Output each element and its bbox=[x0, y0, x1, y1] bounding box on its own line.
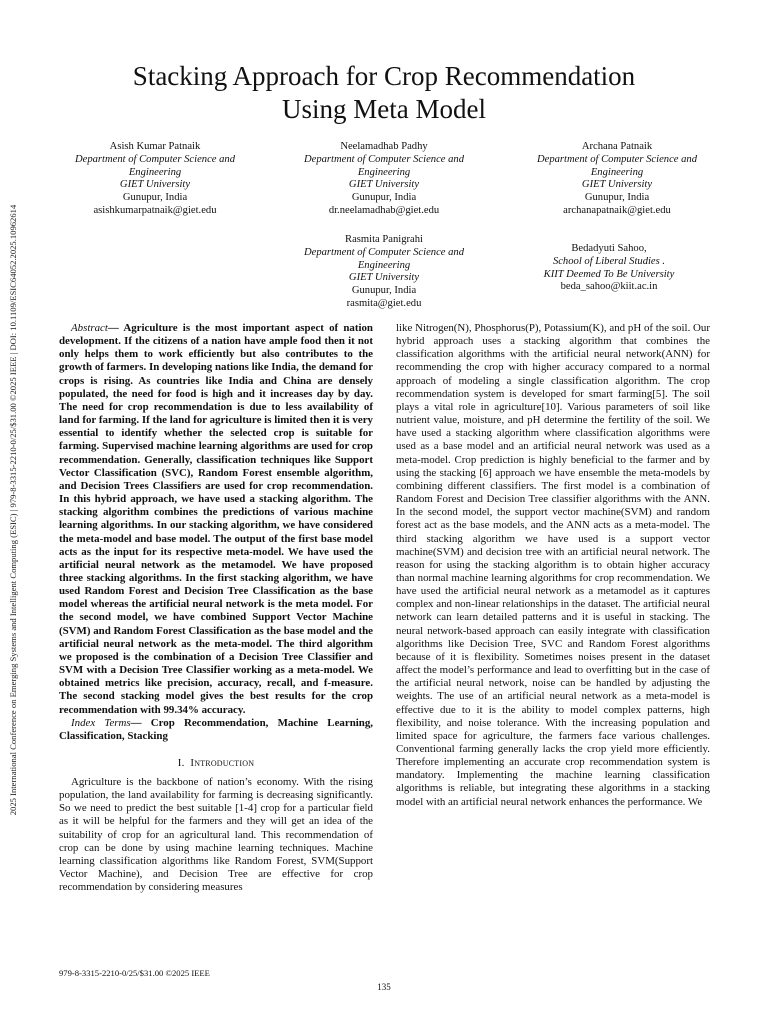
left-column bbox=[59, 322, 373, 894]
abstract bbox=[59, 322, 373, 717]
intro-paragraph-continued: like Nitrogen(N), Phosphorus(P), Potassium(K), and pH of the soil. Our hybrid approach uses a stacking algorithm that combines the classification algorithms with the artificial neural network(ANN) for recommending the crop with higher accuracy compared to a normal approach of modeling a single classification algorithm. The crop recommendation system is developed for smart farming[5]. The soil plays a vital role in agriculture[10]. Various parameters of soil like nutrient value, moisture, and pH determine the fertility of the soil. We have used a stacking algorithm where classification algorithms were used as a base model and an artificial neural network was used as a meta-model. Crop prediction is highly beneficial to the farmer and by using the stacking [6] approach we have ensemble the meta-models by combining different classifiers. The first model is a combination of Random Forest and Decision Tree classifier algorithms with the ANN. In the second model, the support vector machine(SVM) and random forest act as the base models, and the ANN acts as a meta-model. The third stacking algorithm we have used is a support vector machine(SVM) and decision tree with an artificial neural network. The reason for using the stacking algorithm is to obtain higher accuracy than normal machine learning algorithms for crop recommendation. We have used the artificial neural network as a metamodel as it captures complex and non-linear relationships in the dataset. The artificial neural network can learn detailed patterns and it is useful in stacking. The neural network-based approach can easily integrate with classification algorithms like Decision Tree, SVC and Random Forest algorithms because of it is flexibility. Sometimes noises present in the dataset affect the model’s performance and lead to overfitting but in the case of the artificial neural network, noise can be handled by adjusting the weights. The use of an artificial neural network as a meta-model is effective due to it is the ability to model complex patterns, high flexibility, and noise tolerance. With the increasing population and limited space for agriculture, the farmers face various challenges. Conventional farming generally lacks the crop yield more efficiently. Therefore implementing an accurate crop recommendation system is mandatory. Implementing the machine learning classification algorithms is reliable, but integrating these algorithms in a stacking model with an artificial neural network enhances the performance. We bbox=[396, 322, 710, 808]
doi-sidebar bbox=[4, 160, 22, 860]
copyright-footer: 979-8-3315-2210-0/25/$31.00 ©2025 IEEE bbox=[59, 968, 210, 978]
author-email: beda_sahoo@kiit.ac.in bbox=[560, 281, 658, 293]
title-line-1: Stacking Approach for Crop Recommendation bbox=[132, 61, 636, 91]
author-location: Gunupur, India bbox=[351, 285, 417, 297]
author-university: KIIT Deemed To Be University bbox=[543, 268, 675, 280]
author-name: Neelamadhab Padhy bbox=[340, 141, 428, 152]
page-title bbox=[60, 60, 708, 126]
author-university: GIET University bbox=[348, 272, 420, 284]
author-university: GIET University bbox=[119, 179, 191, 191]
author-department-cont: Engineering bbox=[357, 166, 411, 178]
author-block-2 bbox=[269, 141, 499, 218]
author-department: Department of Computer Science and bbox=[74, 153, 236, 165]
author-department-cont: Engineering bbox=[590, 166, 644, 178]
author-department-cont: Engineering bbox=[128, 166, 182, 178]
author-email: archanapatnaik@giet.edu bbox=[563, 204, 671, 216]
author-block-3 bbox=[502, 141, 732, 218]
author-email: dr.neelamadhab@giet.edu bbox=[328, 204, 440, 216]
abstract-lead: Abstract bbox=[71, 322, 108, 334]
author-name: Rasmita Panigrahi bbox=[345, 234, 423, 245]
author-name: Bedadyuti Sahoo, bbox=[571, 243, 647, 254]
title-line-2: Using Meta Model bbox=[282, 94, 486, 124]
author-name: Asish Kumar Patnaik bbox=[109, 141, 201, 152]
author-location: Gunupur, India bbox=[122, 192, 188, 204]
author-block-5 bbox=[494, 243, 724, 294]
author-department: Department of Computer Science and bbox=[303, 153, 465, 165]
index-terms-lead: Index Terms bbox=[71, 716, 131, 729]
intro-paragraph: Agriculture is the backbone of nation’s economy. With the rising population, the land availability for farming is decreasing significantly. So we need to predict the best suitable [1-4] crop for a particular field as it will be helpful for the farmers and they will get an idea of the suitability of crop for an agricultural land. This recommendation of crop can be done by using machine learning techniques. Machine learning classification algorithms like Random Forest, SVM(Support Vector Machine), and Decision Tree are effective for crop recommendation by considering measures bbox=[59, 776, 373, 894]
index-terms bbox=[59, 717, 373, 743]
author-department-cont: Engineering bbox=[357, 259, 411, 271]
author-university: GIET University bbox=[348, 179, 420, 191]
author-department: School of Liberal Studies . bbox=[552, 255, 666, 267]
author-name: Archana Patnaik bbox=[581, 141, 653, 152]
author-university: GIET University bbox=[581, 179, 653, 191]
author-department: Department of Computer Science and bbox=[303, 246, 465, 258]
section-title: Introduction bbox=[190, 757, 255, 769]
page-number: 135 bbox=[377, 982, 391, 992]
doi-sidebar-text: 2025 International Conference on Emerging Systems and Intelligent Computing (ESIC) | 979-8-3315-2210-0/25/$31.00 ©2025 IEEE | DOI: 10.1109/ESIC64052.2025.10962614 bbox=[8, 204, 18, 816]
right-column bbox=[396, 322, 710, 809]
author-block-4 bbox=[269, 234, 499, 311]
author-location: Gunupur, India bbox=[584, 192, 650, 204]
section-number: I. bbox=[177, 757, 185, 769]
author-department: Department of Computer Science and bbox=[536, 153, 698, 165]
abstract-text: — Agriculture is the most important aspect of nation development. If the citizens of a nation have ample food then it not only helps them to work efficiently but also contributes to the growth of farmers. In developing nations like India, the demand for crops is rising. As countries like India and China are densely populated, the need for food is high and it increases day by day. The need for crop recommendation is due to less availability of land for farming. If the land for agriculture is limited then it is very essential to identify whether the selected crop is suitable for farming. Supervised machine learning algorithms are used for crop recommendation. Generally, classification techniques like Support Vector Classification (SVC), Random Forest ensemble algorithm, and Decision Trees Classifiers are used for crop recommendation. In this hybrid approach, we have used a stacking algorithm. The stacking algorithm combines the predictions of various machine learning algorithms. In our stacking algorithm, we have considered the meta-model and base model. The output of the first base model acts as the input for its respective meta-model. We have used the artificial neural network as the metamodel. We have proposed three stacking algorithms. In the first stacking algorithm, we have used Random Forest and Decision Tree Classification as the base model whereas the artificial neural network is the meta model. For the second model, we have combined Support Vector Machine (SVM) and Random Forest Classification as the base model and the artificial neural network as the meta-model. The third algorithm we proposed is the combination of a Decision Tree Classifier and SVM with a Decision Tree Classifier working as a meta-model. We obtained metrics like precision, accuracy, recall, and f-measure. The second stacking model gives the best results for the crop recommendation with 99.34% accuracy. bbox=[59, 322, 373, 716]
section-heading-introduction bbox=[59, 757, 373, 769]
index-terms-text: — Crop Recommendation, Machine Learning, Classification, Stacking bbox=[59, 716, 373, 742]
author-location: Gunupur, India bbox=[351, 192, 417, 204]
author-email: asishkumarpatnaik@giet.edu bbox=[93, 204, 217, 216]
author-email: rasmita@giet.edu bbox=[346, 297, 422, 309]
author-block-1 bbox=[40, 141, 270, 218]
